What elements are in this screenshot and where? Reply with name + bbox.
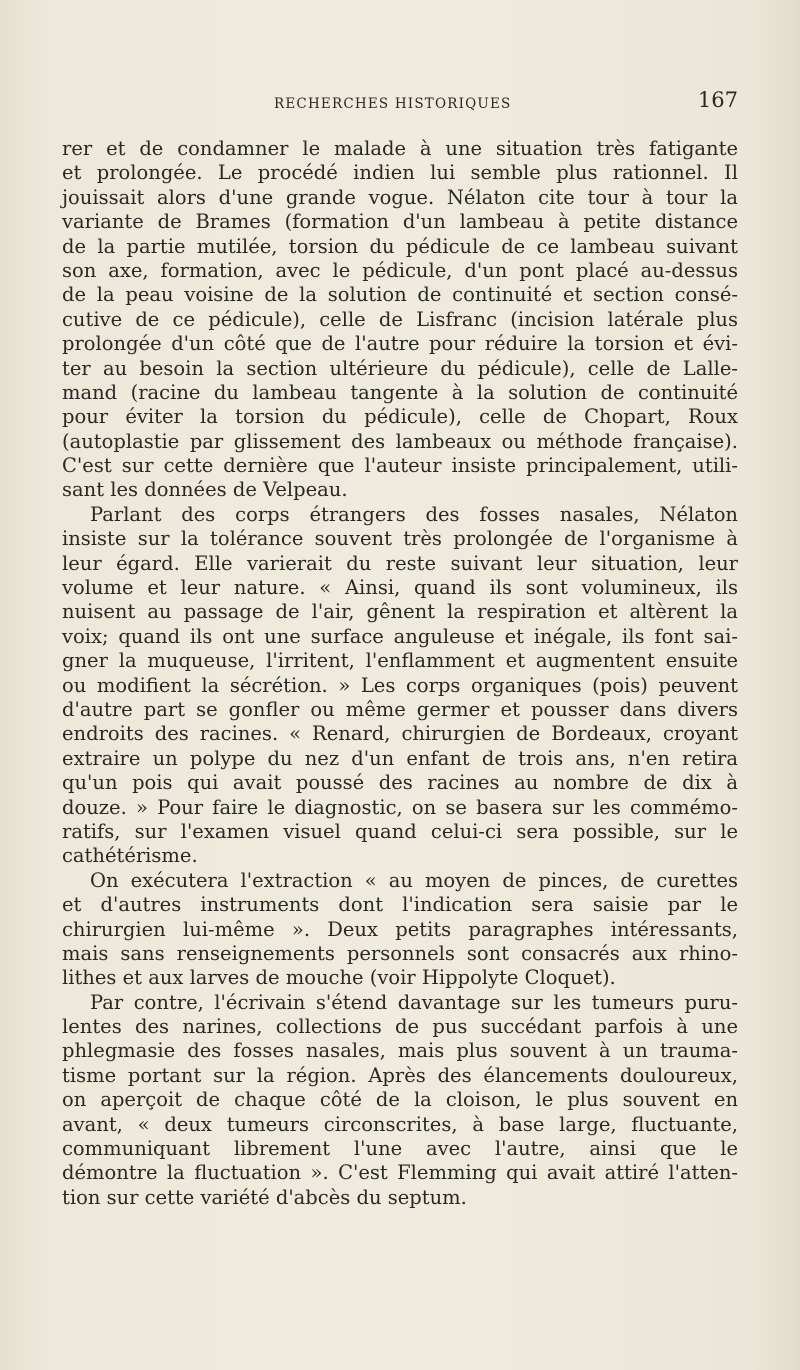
text-line: gner la muqueuse, l'irritent, l'enflamment et augmentent ensuite xyxy=(62,649,738,673)
text-line: leur égard. Elle varierait du reste suivant leur situation, leur xyxy=(62,551,738,575)
text-line: endroits des racines. « Renard, chirurgien de Bordeaux, croyant xyxy=(62,722,738,746)
text-line: prolongée d'un côté que de l'autre pour réduire la torsion et évi- xyxy=(62,332,738,356)
text-line: Parlant des corps étrangers des fosses nasales, Nélaton xyxy=(90,502,738,526)
text-line: tion sur cette variété d'abcès du septum. xyxy=(62,1185,467,1209)
text-line: d'autre part se gonfler ou même germer et pousser dans divers xyxy=(62,697,738,721)
text-line: cutive de ce pédicule), celle de Lisfranc (incision latérale plus xyxy=(62,307,738,331)
body-text xyxy=(62,137,738,1210)
text-line: et prolongée. Le procédé indien lui semble plus rationnel. Il xyxy=(62,161,738,185)
text-line: mais sans renseignements personnels sont consacrés aux rhino- xyxy=(62,941,738,965)
text-line: lentes des narines, collections de pus succédant parfois à une xyxy=(62,1015,738,1039)
text-line: volume et leur nature. « Ainsi, quand ils sont volumineux, ils xyxy=(62,576,738,600)
text-line: ou modifient la sécrétion. » Les corps organiques (pois) peuvent xyxy=(62,673,738,697)
text-line: C'est sur cette dernière que l'auteur insiste principalement, utili- xyxy=(62,454,738,478)
text-line: douze. » Pour faire le diagnostic, on se basera sur les commémo- xyxy=(62,795,738,819)
text-line: Par contre, l'écrivain s'étend davantage sur les tumeurs puru- xyxy=(90,990,738,1014)
text-line: voix; quand ils ont une surface anguleuse et inégale, ils font sai- xyxy=(62,624,738,648)
text-line: on aperçoit de chaque côté de la cloison, le plus souvent en xyxy=(62,1088,738,1112)
text-line: rer et de condamner le malade à une situation très fatigante xyxy=(62,137,738,160)
text-line: jouissait alors d'une grande vogue. Nélaton cite tour à tour la xyxy=(62,185,738,209)
text-line: phlegmasie des fosses nasales, mais plus souvent à un trauma- xyxy=(62,1039,738,1063)
text-line: pour éviter la torsion du pédicule), celle de Chopart, Roux xyxy=(62,405,738,429)
text-line: sant les données de Velpeau. xyxy=(62,478,348,502)
text-line: tisme portant sur la région. Après des élancements douloureux, xyxy=(62,1063,738,1087)
text-line: qu'un pois qui avait poussé des racines au nombre de dix à xyxy=(62,771,738,795)
text-line: lithes et aux larves de mouche (voir Hippolyte Cloquet). xyxy=(62,966,616,990)
text-line: communiquant librement l'une avec l'autre, ainsi que le xyxy=(62,1137,738,1161)
text-line: chirurgien lui-même ». Deux petits paragraphes intéressants, xyxy=(62,917,738,941)
page-header xyxy=(62,88,738,120)
text-line: nuisent au passage de l'air, gênent la respiration et altèrent la xyxy=(62,600,738,624)
text-line: On exécutera l'extraction « au moyen de pinces, de curettes xyxy=(90,868,738,892)
text-line: son axe, formation, avec le pédicule, d'un pont placé au-dessus xyxy=(62,258,738,282)
text-line: et d'autres instruments dont l'indication sera saisie par le xyxy=(62,893,738,917)
text-line: insiste sur la tolérance souvent très prolongée de l'organisme à xyxy=(62,527,738,551)
text-line: ter au besoin la section ultérieure du pédicule), celle de Lalle- xyxy=(62,356,738,380)
text-line: avant, « deux tumeurs circonscrites, à base large, fluctuante, xyxy=(62,1112,738,1136)
text-line: cathétérisme. xyxy=(62,844,198,868)
text-line: de la partie mutilée, torsion du pédicule de ce lambeau suivant xyxy=(62,234,738,258)
text-line: de la peau voisine de la solution de continuité et section consé- xyxy=(62,283,738,307)
text-line: démontre la fluctuation ». C'est Flemming qui avait attiré l'atten- xyxy=(62,1161,738,1185)
text-line: mand (racine du lambeau tangente à la solution de continuité xyxy=(62,380,738,404)
text-line: (autoplastie par glissement des lambeaux ou méthode française). xyxy=(62,429,738,453)
text-line: extraire un polype du nez d'un enfant de trois ans, n'en retira xyxy=(62,746,738,770)
text-line: ratifs, sur l'examen visuel quand celui-ci sera possible, sur le xyxy=(62,819,738,843)
running-head: RECHERCHES HISTORIQUES xyxy=(274,96,512,112)
page-number: 167 xyxy=(697,88,738,112)
text-line: variante de Brames (formation d'un lambeau à petite distance xyxy=(62,210,738,234)
